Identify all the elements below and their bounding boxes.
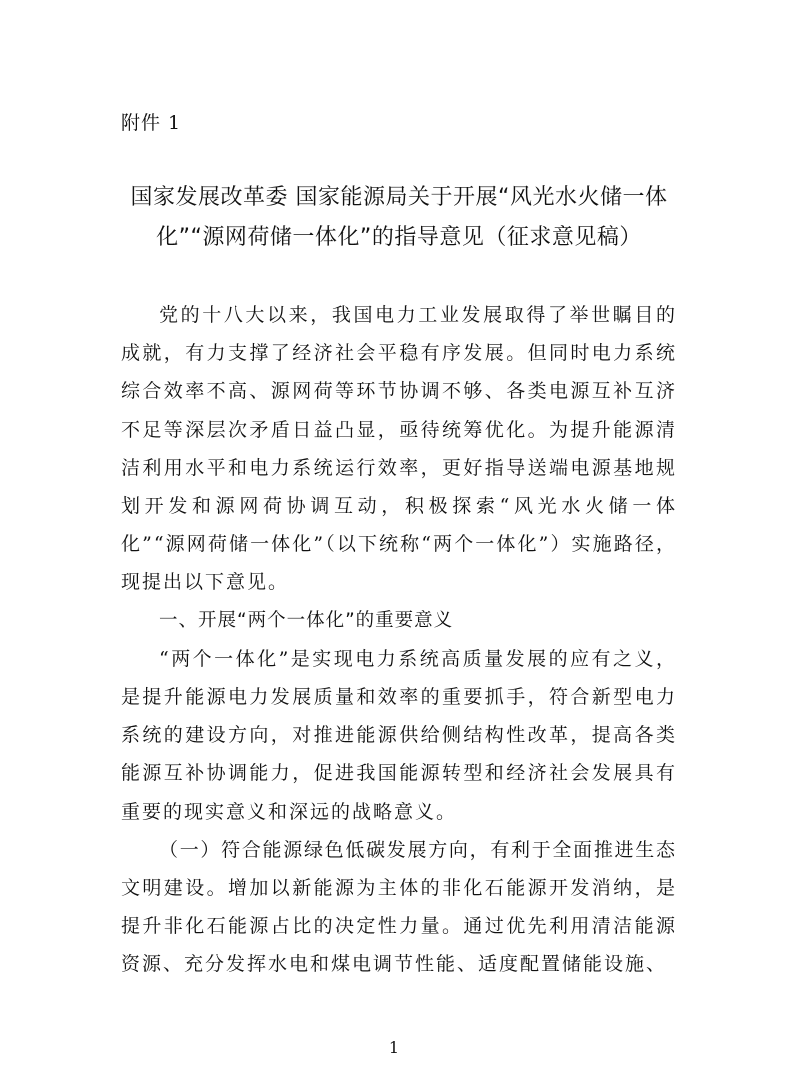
subsection-heading: （一）符合能源绿色低碳发展方向，有利于全面推进生	[159, 838, 656, 861]
attachment-label: 附件 1	[121, 112, 182, 134]
document-body	[121, 296, 677, 984]
subsection-paragraph	[121, 831, 677, 984]
page-number: 1	[388, 1038, 400, 1057]
section-heading: 一、开展“两个一体化”的重要意义	[159, 609, 454, 631]
intro-paragraph: 党的十八大以来，我国电力工业发展取得了举世瞩目的成就，有力支撑了经济社会平稳有序发展。但同时电力系统综合效率不高、源网荷等环节协调不够、各类电源互补互济不足等深层次矛盾日益凸显，亟待统筹优化。为提升能源清洁利用水平和电力系统运行效率，更好指导送端电源基地规划开发和源网荷协调互动，积极探索“风光水火储一体化”“源网荷储一体化”（以下统称“两个一体化”）实施路径，现提出以下意见。	[121, 304, 677, 594]
document-title: 国家发展改革委 国家能源局关于开展“风光水火储一体化”“源网荷储一体化”的指导意见（征求意见稿）	[130, 185, 668, 250]
subsection-text: 态文明建设。增加以新能源为主体的非化石能源开发消纳，是提升非化石能源占比的决定性力量。通过优先利用清洁能源资源、充分发挥水电和煤电调节性能、适度配置储能设施、	[121, 838, 677, 976]
section-paragraph: “两个一体化”是实现电力系统高质量发展的应有之义，是提升能源电力发展质量和效率的重要抓手，符合新型电力系统的建设方向，对推进能源供给侧结构性改革，提高各类能源互补协调能力，促进我国能源转型和经济社会发展具有重要的现实意义和深远的战略意义。	[121, 647, 677, 823]
